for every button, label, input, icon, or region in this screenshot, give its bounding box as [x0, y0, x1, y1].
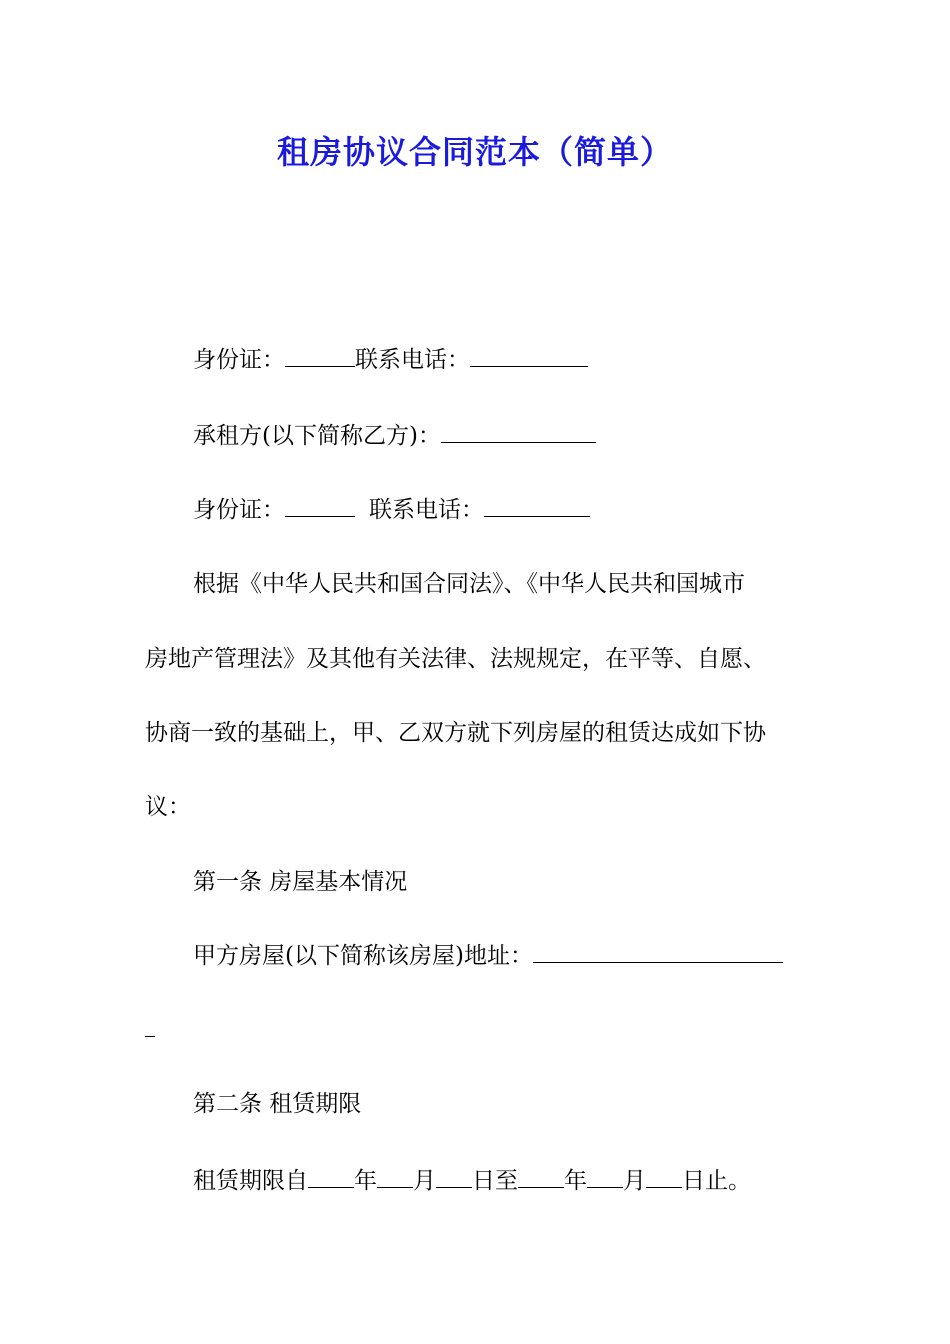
end-year-blank [518, 1165, 564, 1188]
term-prefix: 租赁期限自 [193, 1168, 308, 1194]
lease-term-line [193, 1163, 751, 1199]
id-blank [285, 344, 355, 367]
start-month-blank [377, 1165, 413, 1188]
month-label: 月 [623, 1168, 646, 1194]
end-day-blank [646, 1165, 682, 1188]
id-phone-line-2 [193, 492, 590, 528]
article-2-heading: 第二条 租赁期限 [193, 1091, 362, 1117]
paragraph-line: 议： [145, 794, 191, 820]
paragraph-line: 协商一致的基础上，甲、乙双方就下列房屋的租赁达成如下协 [145, 720, 766, 746]
lessee-label: 承租方(以下简称乙方)： [193, 423, 441, 449]
day-end-label: 日止。 [682, 1168, 751, 1194]
id-label: 身份证： [193, 497, 285, 523]
paragraph-line: 根据《中华人民共和国合同法》、《中华人民共和国城市 [193, 571, 745, 597]
year-label: 年 [564, 1168, 587, 1194]
id-label: 身份证： [193, 347, 285, 373]
month-label: 月 [413, 1168, 436, 1194]
day-to-label: 日至 [472, 1168, 518, 1194]
phone-label: 联系电话： [355, 347, 470, 373]
address-blank [533, 940, 783, 963]
phone-blank [470, 344, 588, 367]
id-phone-line-1 [193, 342, 588, 378]
article-1-heading: 第一条 房屋基本情况 [193, 869, 408, 895]
phone-label: 联系电话： [369, 497, 484, 523]
address-line [193, 938, 783, 974]
paragraph-line: 房地产管理法》及其他有关法律、法规规定，在平等、自愿、 [145, 646, 766, 672]
lessee-line [193, 418, 596, 454]
year-label: 年 [354, 1168, 377, 1194]
start-day-blank [436, 1165, 472, 1188]
address-blank-continuation [145, 1012, 155, 1048]
id-blank [285, 494, 355, 517]
end-month-blank [587, 1165, 623, 1188]
start-year-blank [308, 1165, 354, 1188]
address-blank-tail [145, 1014, 155, 1037]
phone-blank [484, 494, 590, 517]
document-title: 租房协议合同范本（简单） [276, 133, 673, 171]
address-label: 甲方房屋(以下简称该房屋)地址： [193, 943, 533, 969]
lessee-blank [441, 420, 596, 443]
